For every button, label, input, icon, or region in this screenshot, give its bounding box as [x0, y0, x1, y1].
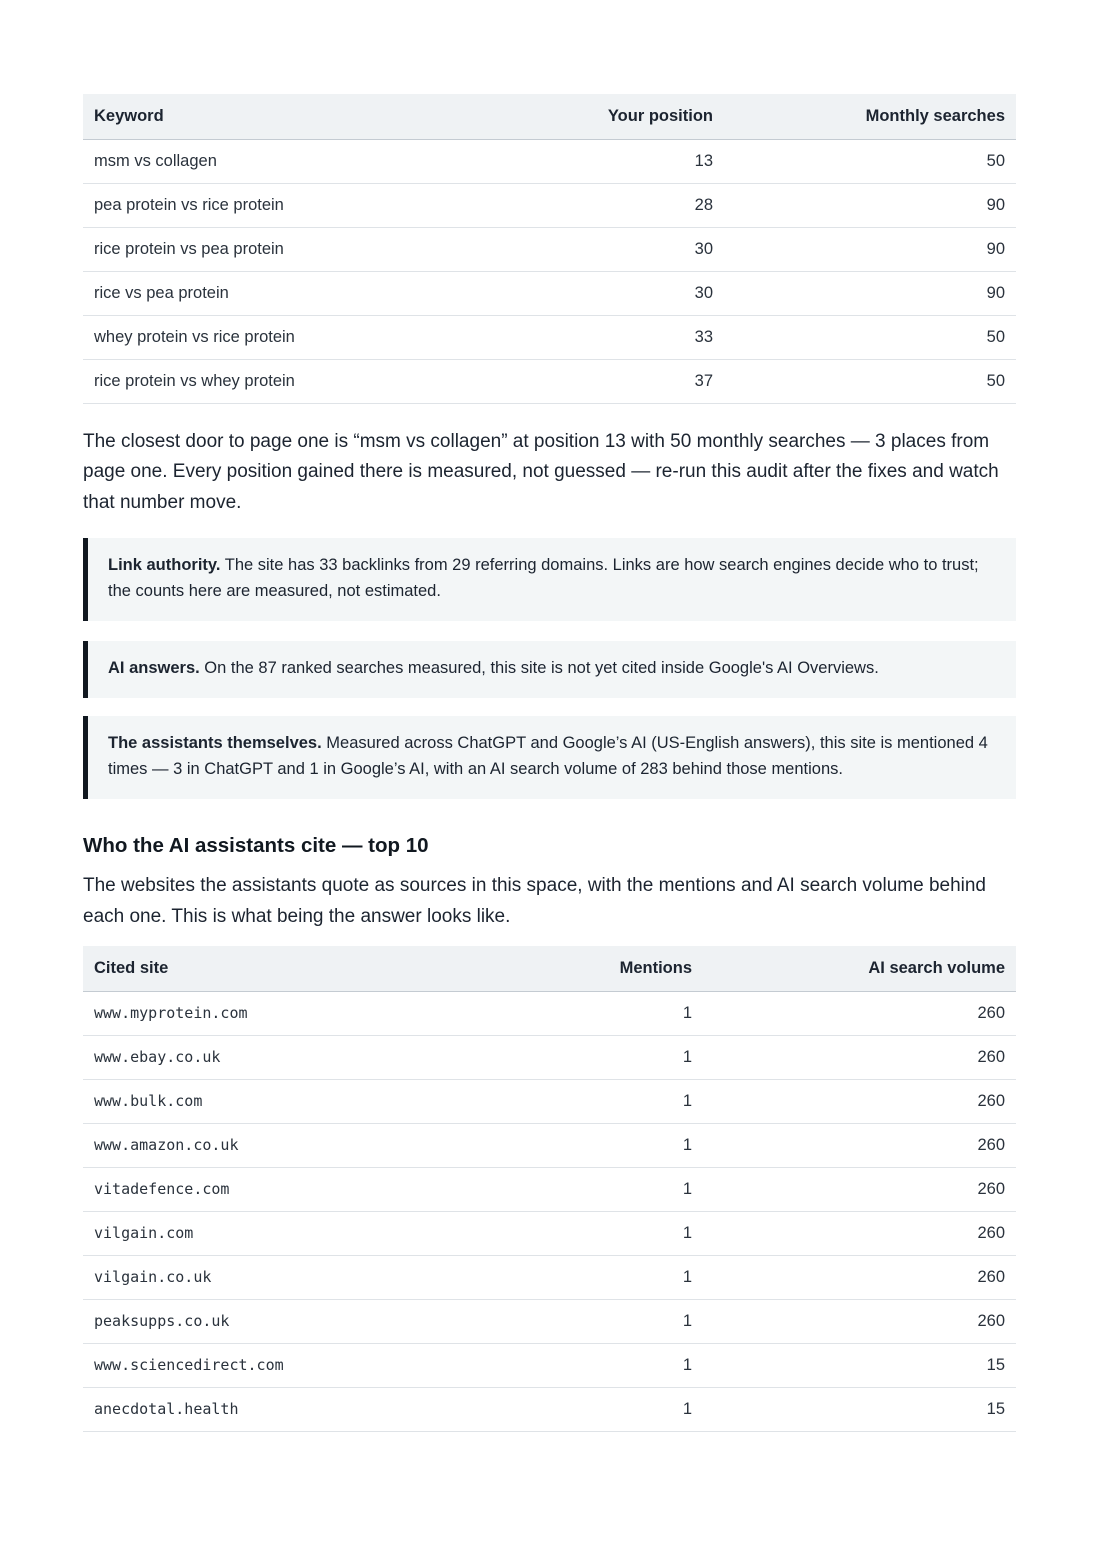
table-row: [83, 1299, 1016, 1343]
cited-site-cell: vilgain.co.uk: [83, 1255, 503, 1299]
cited-site-cell: www.ebay.co.uk: [83, 1035, 503, 1079]
ai-search-volume-cell: 15: [703, 1343, 1016, 1387]
table-row: [83, 139, 1016, 183]
cited-site-cell: vilgain.com: [83, 1211, 503, 1255]
section-heading: Who the AI assistants cite — top 10: [83, 834, 429, 857]
table-row: [83, 1123, 1016, 1167]
column-header-mentions: Mentions: [503, 946, 703, 991]
closest-door-paragraph: The closest door to page one is “msm vs collagen” at position 13 with 50 monthly searches — 3 places from page one. Every position gained there is measured, not guessed — re-run this audit after the fixes and watch that number move.: [83, 430, 999, 513]
cited-site-cell: www.myprotein.com: [83, 991, 503, 1035]
keyword-cell: whey protein vs rice protein: [83, 315, 490, 359]
table-row: [83, 315, 1016, 359]
column-header-monthly-searches: Monthly searches: [724, 94, 1016, 139]
mentions-cell: 1: [503, 1387, 703, 1431]
cited-site-cell: www.sciencedirect.com: [83, 1343, 503, 1387]
keyword-cell: msm vs collagen: [83, 139, 490, 183]
callout-title: The assistants themselves.: [108, 734, 322, 752]
ai-search-volume-cell: 15: [703, 1387, 1016, 1431]
ai-search-volume-cell: 260: [703, 1211, 1016, 1255]
table-row: [83, 1387, 1016, 1431]
cited-site-cell: vitadefence.com: [83, 1167, 503, 1211]
table-row: [83, 991, 1016, 1035]
monthly-searches-cell: 50: [724, 315, 1016, 359]
ai-search-volume-cell: 260: [703, 1255, 1016, 1299]
ai-search-volume-cell: 260: [703, 1123, 1016, 1167]
table-row: [83, 1167, 1016, 1211]
mentions-cell: 1: [503, 1123, 703, 1167]
monthly-searches-cell: 90: [724, 183, 1016, 227]
callout-link-authority: [83, 538, 1016, 621]
callout-ai-answers: [83, 641, 1016, 698]
column-header-cited-site: Cited site: [83, 946, 503, 991]
monthly-searches-cell: 90: [724, 227, 1016, 271]
column-header-keyword: Keyword: [83, 94, 490, 139]
table-header-row: [83, 946, 1016, 991]
table-row: [83, 183, 1016, 227]
ai-search-volume-cell: 260: [703, 1079, 1016, 1123]
callout-assistants: [83, 716, 1016, 799]
mentions-cell: 1: [503, 1343, 703, 1387]
callout-title: Link authority.: [108, 556, 221, 574]
keyword-cell: rice protein vs whey protein: [83, 359, 490, 403]
table-row: [83, 227, 1016, 271]
mentions-cell: 1: [503, 1035, 703, 1079]
mentions-cell: 1: [503, 1211, 703, 1255]
cited-sites-table: [83, 946, 1016, 1432]
position-cell: 28: [490, 183, 724, 227]
table-row: [83, 1255, 1016, 1299]
report-page: [83, 94, 1016, 1432]
table-row: [83, 1035, 1016, 1079]
ai-search-volume-cell: 260: [703, 1035, 1016, 1079]
ai-search-volume-cell: 260: [703, 1299, 1016, 1343]
cited-site-cell: peaksupps.co.uk: [83, 1299, 503, 1343]
monthly-searches-cell: 50: [724, 359, 1016, 403]
table-row: [83, 1211, 1016, 1255]
table-row: [83, 1079, 1016, 1123]
callout-text: The site has 33 backlinks from 29 referring domains. Links are how search engines decide who to trust; the counts here are measured, not estimated.: [108, 556, 979, 600]
position-cell: 33: [490, 315, 724, 359]
column-header-ai-search-volume: AI search volume: [703, 946, 1016, 991]
ai-search-volume-cell: 260: [703, 1167, 1016, 1211]
callout-title: AI answers.: [108, 659, 200, 677]
table-row: [83, 271, 1016, 315]
callout-text: On the 87 ranked searches measured, this site is not yet cited inside Google's AI Overviews.: [199, 659, 879, 677]
callout-text: Measured across ChatGPT and Google’s AI (US-English answers), this site is mentioned 4 times — 3 in ChatGPT and 1 in Google’s AI, with an AI search volume of 283 behind those mentions.: [108, 734, 988, 778]
table-row: [83, 1343, 1016, 1387]
keyword-cell: rice vs pea protein: [83, 271, 490, 315]
column-header-your-position: Your position: [490, 94, 724, 139]
mentions-cell: 1: [503, 991, 703, 1035]
cited-site-cell: anecdotal.health: [83, 1387, 503, 1431]
monthly-searches-cell: 50: [724, 139, 1016, 183]
monthly-searches-cell: 90: [724, 271, 1016, 315]
position-cell: 37: [490, 359, 724, 403]
mentions-cell: 1: [503, 1299, 703, 1343]
mentions-cell: 1: [503, 1079, 703, 1123]
table-header-row: [83, 94, 1016, 139]
cited-site-cell: www.amazon.co.uk: [83, 1123, 503, 1167]
mentions-cell: 1: [503, 1255, 703, 1299]
keyword-cell: rice protein vs pea protein: [83, 227, 490, 271]
position-cell: 13: [490, 139, 724, 183]
table-row: [83, 359, 1016, 403]
keyword-cell: pea protein vs rice protein: [83, 183, 490, 227]
cited-site-cell: www.bulk.com: [83, 1079, 503, 1123]
ai-search-volume-cell: 260: [703, 991, 1016, 1035]
keyword-table: [83, 94, 1016, 404]
position-cell: 30: [490, 271, 724, 315]
section-intro: The websites the assistants quote as sources in this space, with the mentions and AI search volume behind each one. This is what being the answer looks like.: [83, 875, 987, 927]
position-cell: 30: [490, 227, 724, 271]
mentions-cell: 1: [503, 1167, 703, 1211]
